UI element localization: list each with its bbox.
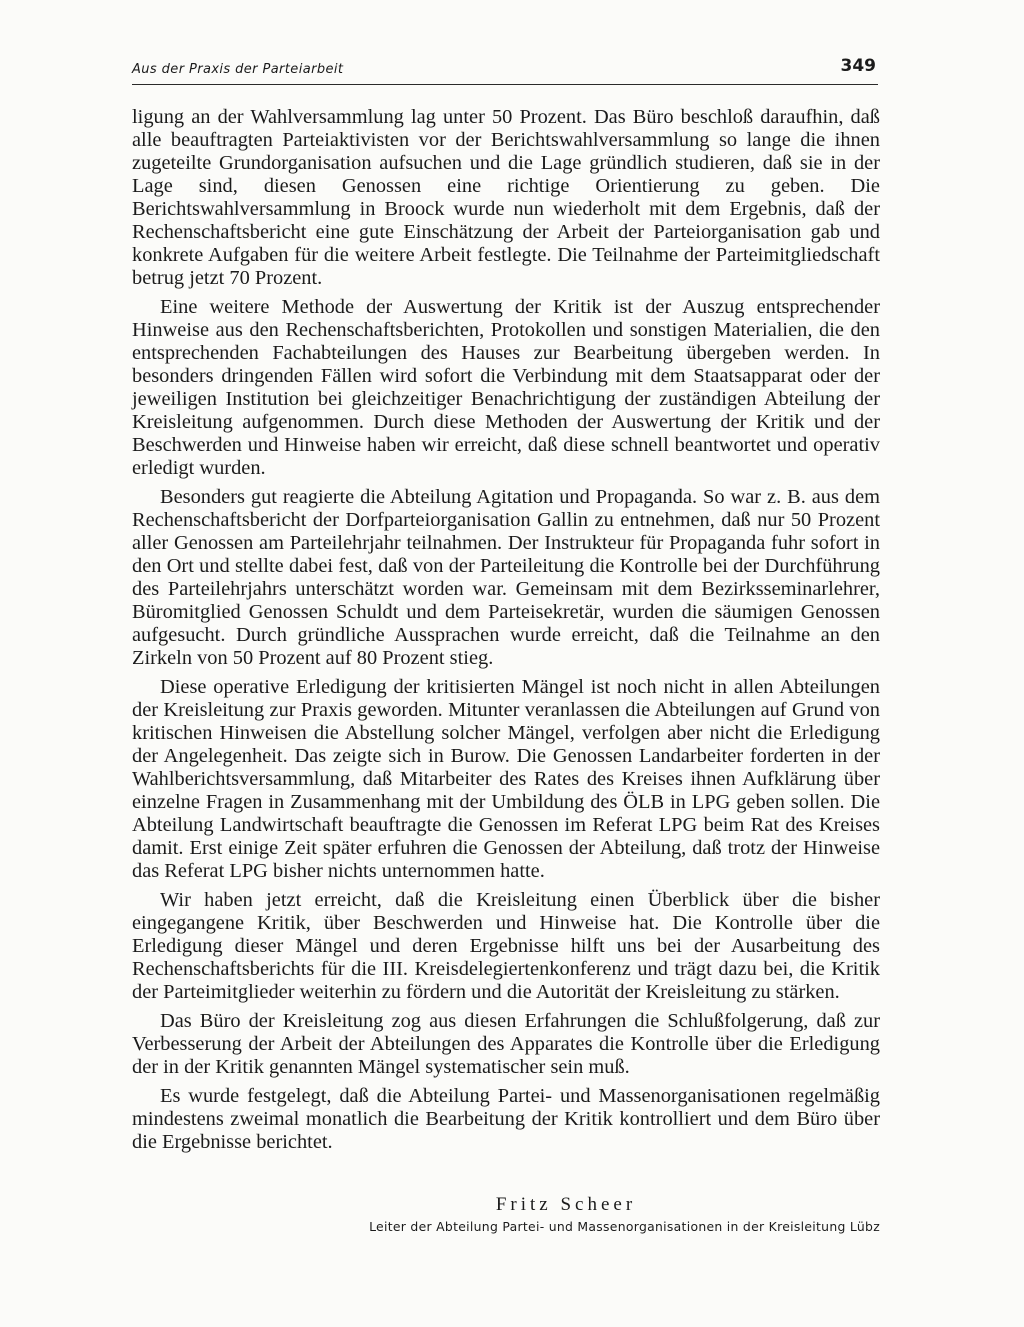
paragraph-1: ligung an der Wahlversammlung lag unter 50 Prozent. Das Büro beschloß daraufhin, daß alle beauftragten Parteiaktivisten vor der Berichtswahlversammlung so lange die ihnen zugeteilte Grundorganisation aufsuchen und die Lage gründlich studieren, daß sie in der Lage sind, diesen Genossen eine richtige Orientierung zu geben. Die Berichtswahlversammlung in Broock wurde nun wiederholt mit dem Ergebnis, daß der Rechenschaftsbericht eine gute Einschätzung der Arbeit der Parteiorganisation gab und konkrete Aufgaben für die weitere Arbeit festlegte. Die Teilnahme der Parteimitgliedschaft betrug jetzt 70 Prozent. (132, 106, 880, 289)
running-head (132, 56, 878, 85)
paragraph-2: Eine weitere Methode der Auswertung der Kritik ist der Auszug entsprechender Hinweise aus den Rechenschaftsberichten, Protokollen und sonstigen Materialien, die den entsprechenden Fachabteilungen des Hauses zur Bearbeitung übergeben werden. In besonders dringenden Fällen wird sofort die Verbindung mit dem Staatsapparat oder der jeweiligen Institution bei gleichzeitiger Benachrichtigung der zuständigen Abteilung der Kreisleitung aufgenommen. Durch diese Methoden der Auswertung der Kritik und der Beschwerden und Hinweise haben wir erreicht, daß diese schnell beantwortet und operativ erledigt wurden. (132, 296, 880, 479)
paragraph-7: Es wurde festgelegt, daß die Abteilung Partei- und Massenorganisationen regelmäßig mindestens zweimal monatlich die Bearbeitung der Kritik kontrolliert und dem Büro über die Ergebnisse berichtet. (132, 1085, 880, 1153)
paragraph-5: Wir haben jetzt erreicht, daß die Kreisleitung einen Überblick über die bisher eingegangene Kritik, über Beschwerden und Hinweise hat. Die Kontrolle über die Erledigung dieser Mängel und deren Ergebnisse hilft uns bei der Ausarbeitung des Rechenschaftsberichts für die III. Kreisdelegiertenkonferenz und trägt dazu bei, die Kritik der Parteimitglieder weiterhin zu fördern und die Autorität der Kreisleitung zu stärken. (132, 889, 880, 1003)
paragraph-4: Diese operative Erledigung der kritisierten Mängel ist noch nicht in allen Abteilungen der Kreisleitung zur Praxis geworden. Mitunter veranlassen die Abteilungen auf Grund von kritischen Hinweisen die Abstellung solcher Mängel, verfolgen aber nicht die Erledigung der Angelegenheit. Das zeigte sich in Burow. Die Genossen Landarbeiter forderten in der Wahlberichtsversammlung, daß Mitarbeiter des Rates des Kreises ihnen Aufklärung über einzelne Fragen in Zusammenhang mit der Umbildung des ÖLB in LPG geben sollen. Die Abteilung Landwirtschaft beauftragte die Genossen im Referat LPG beim Rat des Kreises damit. Erst einige Zeit später erfuhren die Genossen der Abteilung, daß trotz der Hinweise das Referat LPG bisher nichts unternommen hatte. (132, 676, 880, 882)
author-role: Leiter der Abteilung Partei- und Massenorganisationen in der Kreisleitung Lübz (369, 1219, 880, 1234)
paragraph-6: Das Büro der Kreisleitung zog aus diesen Erfahrungen die Schlußfolgerung, daß zur Verbesserung der Arbeit der Abteilungen des Apparates die Kontrolle über die Erledigung der in der Kritik genannten Mängel systematischer sein muß. (132, 1010, 880, 1078)
page-number: 349 (840, 56, 876, 76)
paragraph-3: Besonders gut reagierte die Abteilung Agitation und Propaganda. So war z. B. aus dem Rechenschaftsbericht der Dorfparteiorganisation Gallin zu entnehmen, daß nur 50 Prozent aller Genossen am Parteilehrjahr teilnahmen. Der Instrukteur für Propaganda fuhr sofort in den Ort und stellte dabei fest, daß von der Parteileitung die Kontrolle bei der Durchführung des Parteilehrjahrs unterschätzt worden war. Gemeinsam mit dem Bezirksseminarlehrer, Büromitglied Genossen Schuldt und dem Parteisekretär, wurden die säumigen Genossen aufgesucht. Durch gründliche Aussprachen wurde erreicht, daß die Teilnahme an den Zirkeln von 50 Prozent auf 80 Prozent stieg. (132, 486, 880, 669)
signature-block (132, 1194, 880, 1236)
running-head-title: Aus der Praxis der Parteiarbeit (132, 62, 344, 77)
author-name: Fritz Scheer (495, 1194, 637, 1215)
article-body (132, 106, 880, 1160)
